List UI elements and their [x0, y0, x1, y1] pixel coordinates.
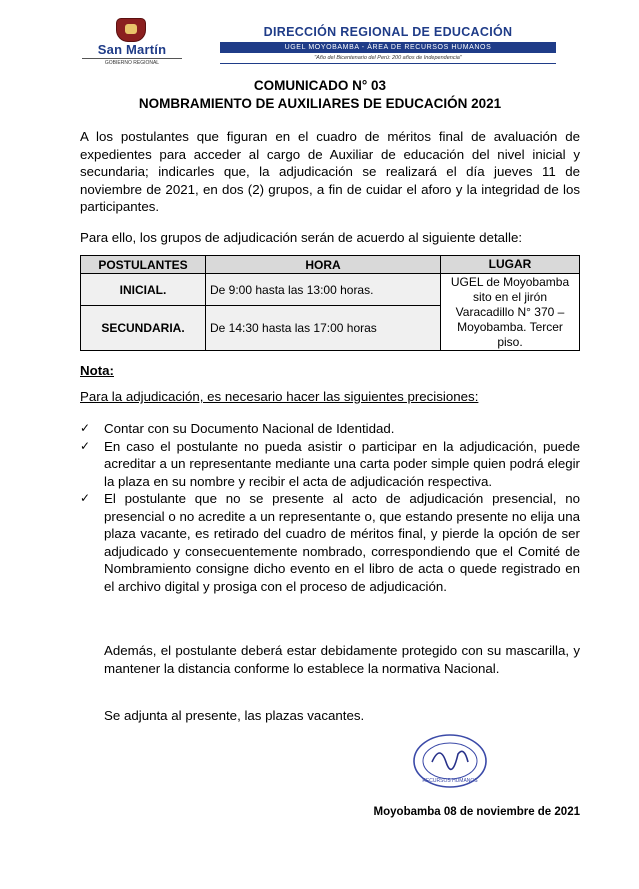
- note-subheading: Para la adjudicación, es necesario hacer las siguientes precisiones:: [80, 389, 479, 404]
- group-name: INICIAL.: [81, 274, 206, 306]
- table-row: [81, 274, 580, 306]
- checkmark-icon: ✓: [80, 421, 91, 435]
- column-header-hora: HORA: [206, 256, 441, 274]
- additional-note: Además, el postulante deberá estar debidamente protegido con su mascarilla, y mantener la distancia conforme lo establece la normativa Nacional.: [104, 643, 580, 676]
- document-title-block: [60, 77, 580, 113]
- document-date: Moyobamba 08 de noviembre de 2021: [373, 806, 580, 818]
- note-heading: Nota:: [80, 363, 114, 378]
- list-item-text: Contar con su Documento Nacional de Identidad.: [104, 421, 395, 436]
- list-item-text: El postulante que no se presente al acto de adjudicación presencial, no presencial o no acredite a un representante o, que estando presente no elija una plaza vacante, es retirado del cuadro de méritos final, y pierde la opción de ser adjudicado y consecuentemente nombrado, correspondiendo que el Comité de Nombramiento consigne dicho evento en el libro de acta o quede registrado en el archivo digital y prosiga con el proceso de adjudicación.: [104, 491, 580, 594]
- schedule-table: [80, 255, 580, 351]
- list-item: [80, 420, 580, 438]
- document-title: COMUNICADO N° 03: [253, 78, 387, 93]
- groups-intro: Para ello, los grupos de adjudicación serán de acuerdo al siguiente detalle:: [80, 230, 523, 245]
- letterhead: [80, 16, 558, 68]
- regional-logo: [80, 16, 186, 68]
- checkmark-icon: ✓: [80, 438, 91, 453]
- letterhead-text: [220, 25, 556, 64]
- official-stamp: [410, 732, 490, 790]
- institution-title: DIRECCIÓN REGIONAL DE EDUCACIÓN: [263, 25, 513, 39]
- document-subtitle: NOMBRAMIENTO DE AUXILIARES DE EDUCACIÓN 2021: [138, 96, 502, 111]
- column-header-lugar: LUGAR: [441, 256, 580, 274]
- logo-name: San Martín: [97, 42, 167, 57]
- stamp-text: RECURSOS HUMANOS: [422, 778, 478, 784]
- logo-subtitle: GOBIERNO REGIONAL: [82, 58, 182, 66]
- column-header-postulantes: POSTULANTES: [81, 256, 206, 274]
- coat-of-arms-icon: [116, 18, 146, 42]
- venue-cell: UGEL de Moyobamba sito en el jirón Varacadillo N° 370 – Moyobamba. Tercer piso.: [441, 274, 580, 351]
- intro-paragraph: A los postulantes que figuran en el cuadro de méritos final de avaluación de expedientes para acceder al cargo de Auxiliar de educación del nivel inicial y secundaria; indicarles que, la adjudicación se realizará el día jueves 11 de noviembre de 2021, en dos (2) grupos, a fin de cuidar el aforo y la integridad de los participantes.: [80, 129, 580, 214]
- table-header-row: [81, 256, 580, 274]
- requirements-list: [80, 420, 580, 595]
- list-item: [80, 490, 580, 595]
- institution-department: UGEL MOYOBAMBA - ÁREA DE RECURSOS HUMANOS: [220, 42, 556, 53]
- attachment-note: Se adjunta al presente, las plazas vacantes.: [104, 708, 365, 723]
- signature-stroke: [432, 751, 468, 769]
- checkmark-icon: ✓: [80, 491, 91, 505]
- list-item-text: En caso el postulante no pueda asistir o participar en la adjudicación, puede acreditar a un representante mediante una carta poder simple quien podrá elegir la plaza en su nombre y recibir el acta de adjudicación respectiva.: [104, 438, 580, 489]
- stamp-inner-ring: [423, 743, 477, 779]
- group-name: SECUNDARIA.: [81, 306, 206, 351]
- list-item: [80, 438, 580, 491]
- group-time: De 9:00 hasta las 13:00 horas.: [206, 274, 441, 306]
- year-motto: "Año del Bicentenario del Perú: 200 años de Independencia": [220, 55, 556, 64]
- group-time: De 14:30 hasta las 17:00 horas: [206, 306, 441, 351]
